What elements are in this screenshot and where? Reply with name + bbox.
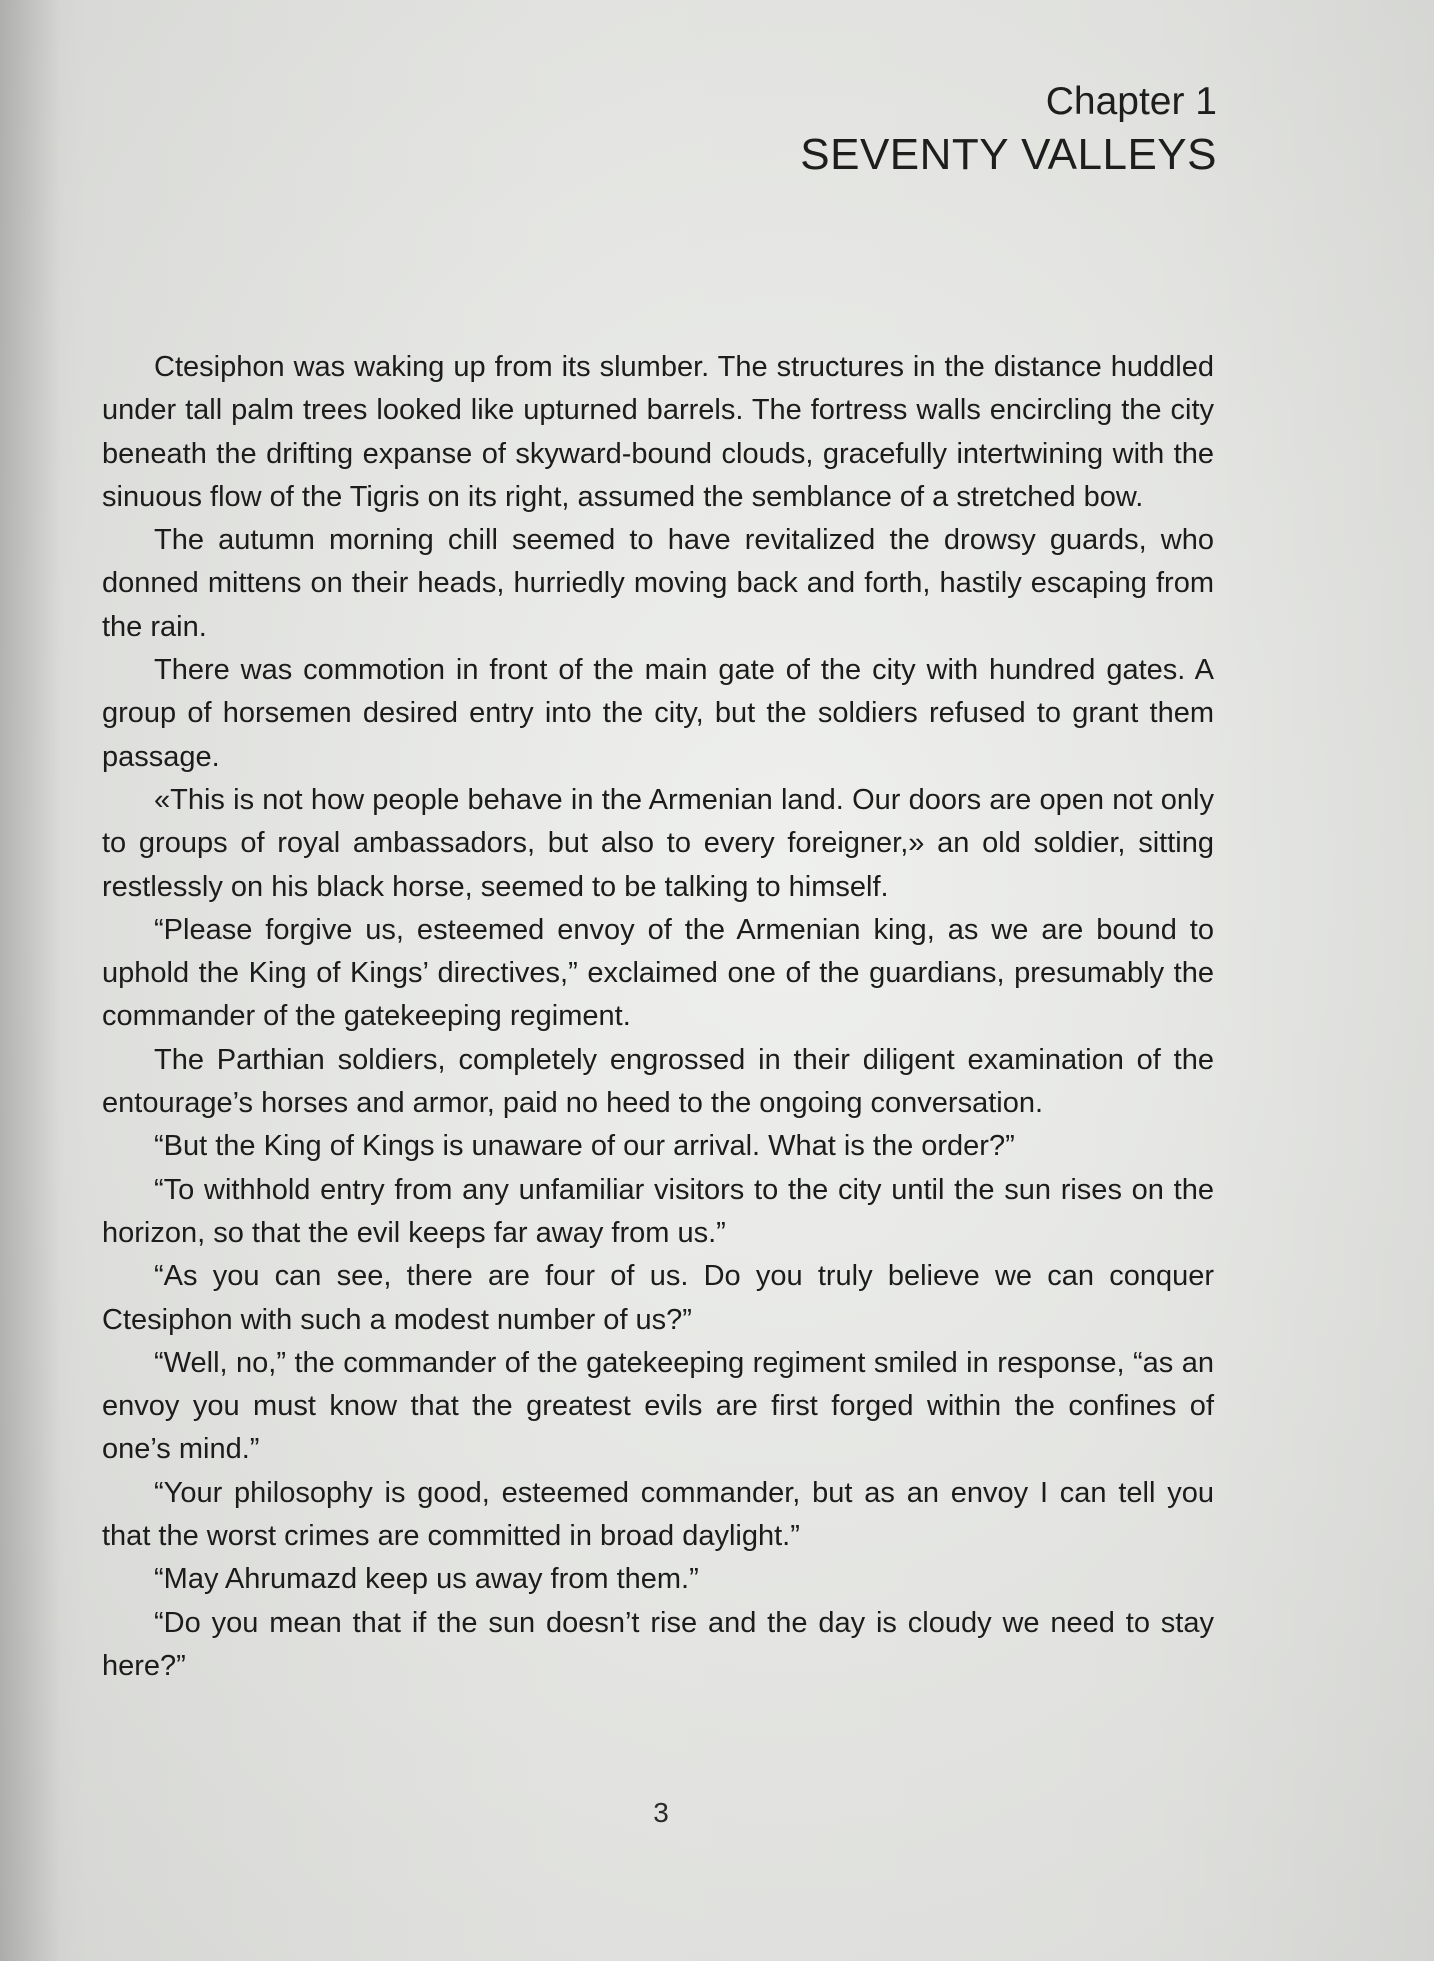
paragraph: “Your philosophy is good, esteemed commander, but as an envoy I can tell you that the worst crimes are committed in broad daylight.” (102, 1476, 1214, 1553)
paragraph: “As you can see, there are four of us. Do you truly believe we can conquer Ctesiphon with such a modest number of us?” (102, 1260, 1214, 1336)
paragraph: “Please forgive us, esteemed envoy of the Armenian king, as we are bound to uphold the King of Kings’ directives,” exclaimed one of the guardians, presumably the commander of the gatekeeping regiment. (102, 913, 1214, 1033)
paragraph: The autumn morning chill seemed to have revitalized the drowsy guards, who donned mittens on their heads, hurriedly moving back and forth, hastily escaping from the rain. (102, 524, 1214, 643)
paragraph: “But the King of Kings is unaware of our arrival. What is the order?” (154, 1130, 1015, 1163)
paragraph: “To withhold entry from any unfamiliar visitors to the city until the sun rises on the horizon, so that the evil keeps far away from us.” (102, 1173, 1214, 1249)
paragraph: There was commotion in front of the main gate of the city with hundred gates. A group of horsemen desired entry into the city, but the soldiers refused to grant them passage. (102, 654, 1214, 773)
paragraph: Ctesiphon was waking up from its slumber. The structures in the distance huddled under tall palm trees looked like upturned barrels. The fortress walls encircling the city beneath the drifting expanse of skyward-bound clouds, gracefully intertwining with the sinuous flow of the Tigris on its right, assumed the semblance of a stretched bow. (102, 351, 1214, 513)
chapter-number: Chapter 1 (1045, 80, 1217, 123)
paragraph: The Parthian soldiers, completely engrossed in their diligent examination of the entourage’s horses and armor, paid no heed to the ongoing conversation. (102, 1043, 1214, 1120)
paragraph: «This is not how people behave in the Armenian land. Our doors are open not only to groups of royal ambassadors, but also to every foreigner,» an old soldier, sitting restlessly on his black horse, seemed to be talking to himself. (102, 783, 1214, 903)
paragraph: “Well, no,” the commander of the gatekeeping regiment smiled in response, “as an envoy you must know that the greatest evils are first forged within the confines of one’s mind.” (102, 1346, 1214, 1466)
paragraph: “Do you mean that if the sun doesn’t rise and the day is cloudy we need to stay here?” (102, 1606, 1214, 1682)
chapter-header (800, 78, 1217, 184)
chapter-title: SEVENTY VALLEYS (800, 130, 1217, 179)
spine-shadow (0, 0, 60, 1961)
page-number: 3 (653, 1797, 669, 1828)
chapter-body (102, 346, 1214, 1688)
paragraph: “May Ahrumazd keep us away from them.” (154, 1563, 699, 1596)
